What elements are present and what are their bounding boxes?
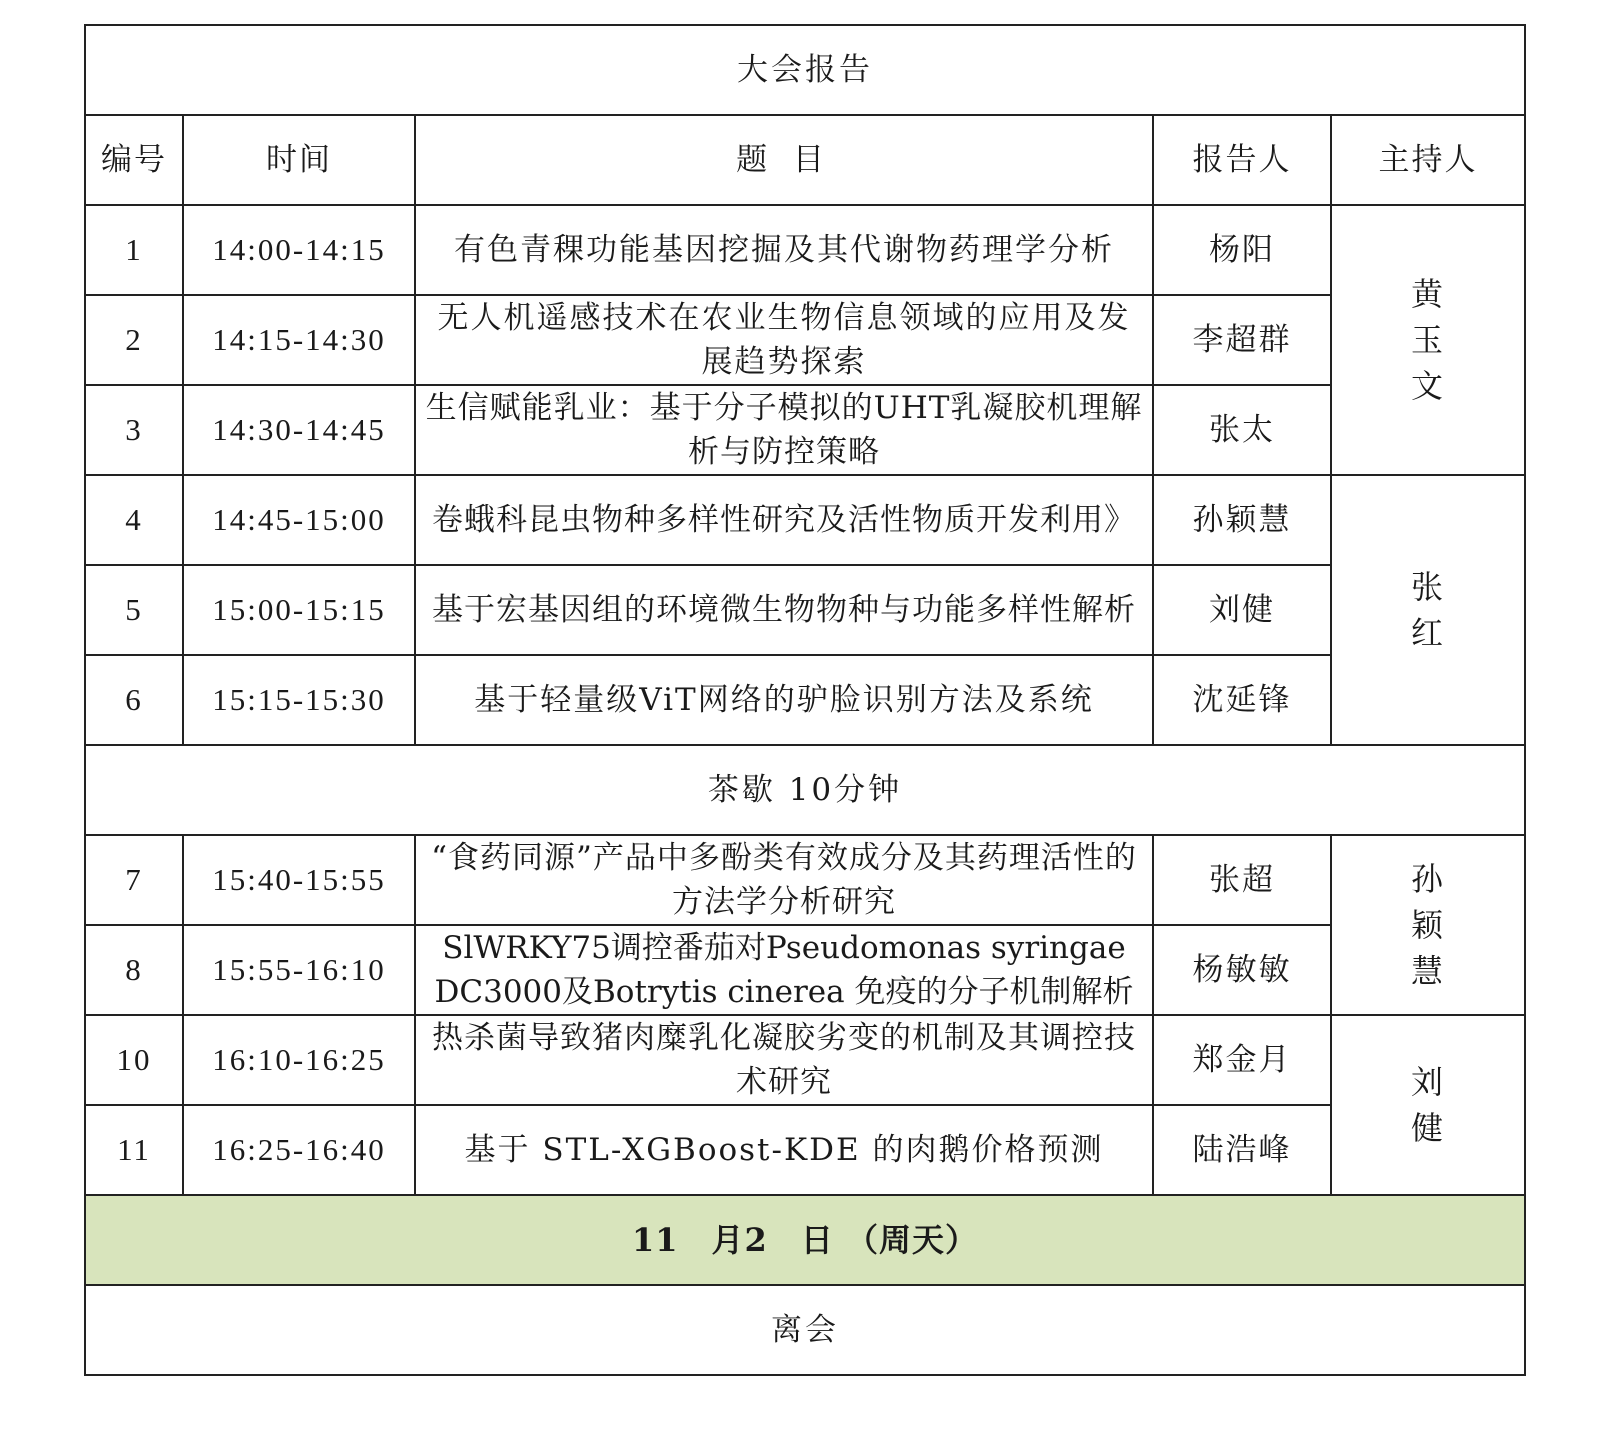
header-num: 编号 bbox=[85, 115, 183, 205]
header-row bbox=[85, 115, 1525, 205]
table-row bbox=[85, 925, 1525, 1015]
table-row bbox=[85, 1105, 1525, 1195]
table-row bbox=[85, 655, 1525, 745]
row-num: 11 bbox=[85, 1105, 183, 1195]
row-num: 2 bbox=[85, 295, 183, 385]
tea-break: 茶歇 10分钟 bbox=[85, 745, 1525, 835]
schedule-table bbox=[84, 24, 1526, 1376]
row-speaker: 李超群 bbox=[1153, 295, 1331, 385]
row-time: 15:00-15:15 bbox=[183, 565, 415, 655]
header-title: 题 目 bbox=[415, 115, 1153, 205]
closing: 离会 bbox=[85, 1285, 1525, 1375]
row-speaker: 杨阳 bbox=[1153, 205, 1331, 295]
table-row bbox=[85, 385, 1525, 475]
header-host: 主持人 bbox=[1331, 115, 1525, 205]
host-cell bbox=[1331, 205, 1525, 475]
table-row bbox=[85, 205, 1525, 295]
host-name: 刘健 bbox=[1410, 1063, 1445, 1147]
row-num: 10 bbox=[85, 1015, 183, 1105]
day-banner: 11 月2 日 （周天） bbox=[85, 1195, 1525, 1285]
host-cell bbox=[1331, 1015, 1525, 1195]
row-title: 无人机遥感技术在农业生物信息领域的应用及发展趋势探索 bbox=[415, 295, 1153, 385]
row-title: SlWRKY75调控番茄对Pseudomonas syringae DC3000及Botrytis cinerea 免疫的分子机制解析 bbox=[415, 925, 1153, 1015]
row-speaker: 孙颖慧 bbox=[1153, 475, 1331, 565]
header-time: 时间 bbox=[183, 115, 415, 205]
row-num: 7 bbox=[85, 835, 183, 925]
row-speaker: 杨敏敏 bbox=[1153, 925, 1331, 1015]
header-speaker: 报告人 bbox=[1153, 115, 1331, 205]
row-num: 6 bbox=[85, 655, 183, 745]
row-num: 4 bbox=[85, 475, 183, 565]
row-title: 基于宏基因组的环境微生物物种与功能多样性解析 bbox=[415, 565, 1153, 655]
row-time: 15:15-15:30 bbox=[183, 655, 415, 745]
row-time: 16:25-16:40 bbox=[183, 1105, 415, 1195]
host-name: 黄玉文 bbox=[1410, 275, 1445, 405]
table-row bbox=[85, 1015, 1525, 1105]
tea-break-row bbox=[85, 745, 1525, 835]
table-row bbox=[85, 295, 1525, 385]
section-title-row bbox=[85, 25, 1525, 115]
table-row bbox=[85, 565, 1525, 655]
host-cell bbox=[1331, 835, 1525, 1015]
row-num: 3 bbox=[85, 385, 183, 475]
row-title: 基于轻量级ViT网络的驴脸识别方法及系统 bbox=[415, 655, 1153, 745]
row-title: 生信赋能乳业：基于分子模拟的UHT乳凝胶机理解析与防控策略 bbox=[415, 385, 1153, 475]
row-time: 14:30-14:45 bbox=[183, 385, 415, 475]
row-num: 5 bbox=[85, 565, 183, 655]
row-num: 1 bbox=[85, 205, 183, 295]
row-title: 卷蛾科昆虫物种多样性研究及活性物质开发利用》 bbox=[415, 475, 1153, 565]
row-time: 16:10-16:25 bbox=[183, 1015, 415, 1105]
row-speaker: 郑金月 bbox=[1153, 1015, 1331, 1105]
row-speaker: 沈延锋 bbox=[1153, 655, 1331, 745]
row-time: 14:15-14:30 bbox=[183, 295, 415, 385]
row-speaker: 张太 bbox=[1153, 385, 1331, 475]
row-time: 14:00-14:15 bbox=[183, 205, 415, 295]
row-title: “食药同源”产品中多酚类有效成分及其药理活性的方法学分析研究 bbox=[415, 835, 1153, 925]
host-name: 孙颖慧 bbox=[1410, 860, 1445, 990]
host-cell bbox=[1331, 475, 1525, 745]
row-title: 热杀菌导致猪肉糜乳化凝胶劣变的机制及其调控技术研究 bbox=[415, 1015, 1153, 1105]
closing-row bbox=[85, 1285, 1525, 1375]
row-title: 基于 STL-XGBoost-KDE 的肉鹅价格预测 bbox=[415, 1105, 1153, 1195]
table-row bbox=[85, 835, 1525, 925]
day-banner-row bbox=[85, 1195, 1525, 1285]
host-name: 张红 bbox=[1410, 568, 1445, 652]
row-title: 有色青稞功能基因挖掘及其代谢物药理学分析 bbox=[415, 205, 1153, 295]
row-num: 8 bbox=[85, 925, 183, 1015]
row-time: 14:45-15:00 bbox=[183, 475, 415, 565]
row-speaker: 陆浩峰 bbox=[1153, 1105, 1331, 1195]
section-title: 大会报告 bbox=[85, 25, 1525, 115]
row-time: 15:55-16:10 bbox=[183, 925, 415, 1015]
row-speaker: 刘健 bbox=[1153, 565, 1331, 655]
row-speaker: 张超 bbox=[1153, 835, 1331, 925]
table-row bbox=[85, 475, 1525, 565]
row-time: 15:40-15:55 bbox=[183, 835, 415, 925]
